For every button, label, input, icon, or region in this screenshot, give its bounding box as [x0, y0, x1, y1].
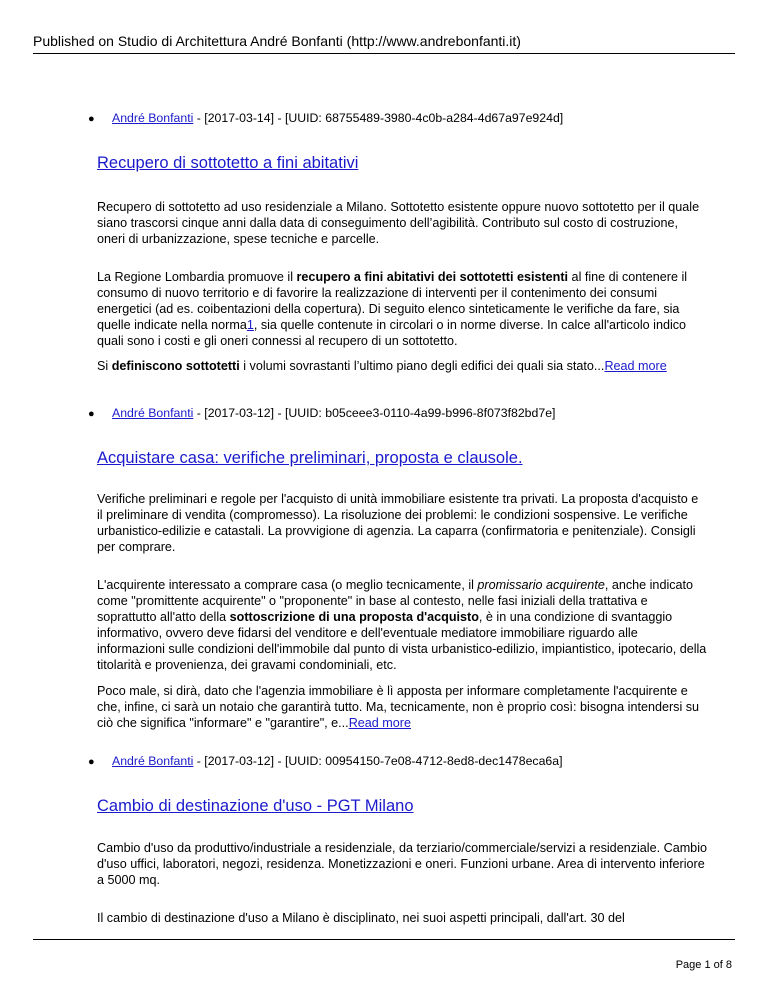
article-meta — [112, 110, 563, 126]
meta-text: - [2017-03-12] - [UUID: 00954150-7e08-4712-8ed8-dec1478eca6a] — [193, 754, 563, 768]
article-summary: Recupero di sottotetto ad uso residenziale a Milano. Sottotetto esistente oppure nuovo sottotetto per il quale siano trascorsi cinque anni dalla data di conseguimento dell’agibilità. Contributo sul costo di costruzione, oneri di urbanizzazione, spese tecniche e parcelle. — [97, 200, 700, 246]
article-paragraph — [97, 683, 707, 731]
text: La Regione Lombardia promuove il — [97, 270, 297, 284]
author-link[interactable]: André Bonfanti — [112, 754, 194, 768]
text: L'acquirente interessato a comprare casa (o meglio tecnicamente, il — [97, 578, 478, 592]
article-paragraph — [97, 269, 707, 349]
article-title-link[interactable]: Cambio di destinazione d'uso - PGT Milano — [97, 797, 414, 815]
article-title-link[interactable]: Acquistare casa: verifiche preliminari, proposta e clausole. — [97, 449, 523, 467]
text: Si — [97, 359, 112, 373]
text: i volumi sovrastanti l’ultimo piano degli edifici dei quali sia stato... — [239, 359, 605, 373]
read-more-link[interactable]: Read more — [348, 716, 411, 730]
article-paragraph: Il cambio di destinazione d'uso a Milano è disciplinato, nei suoi aspetti principali, dall'art. 30 del — [97, 911, 625, 925]
footer-divider — [33, 939, 735, 940]
bullet-icon: ● — [88, 408, 95, 420]
footnote-link[interactable]: 1 — [246, 318, 254, 332]
text: , è in una condizione di svantaggio informativo, ovvero deve fidarsi del venditore e dell'eventuale mediatore immobiliare riguardo alle informazioni sulle condizioni dell'immobile dal punto di vista urbanistico-edilizio, impiantistico, ipotecario, della titolarità e provenienza, dei gravami condominiali, etc. — [97, 610, 707, 672]
article-title-link[interactable]: Recupero di sottotetto a fini abitativi — [97, 154, 359, 172]
text: al fine di contenere il consumo di nuovo territorio e di favorire la realizzazione di interventi per il contenimento dei consumi energetici (ad es. coibentazioni della copertura). Di seguito elenco sinteticamente le verifiche da fare, sia quelle indicate nella norma — [97, 270, 688, 332]
meta-text: - [2017-03-14] - [UUID: 68755489-3980-4c0b-a284-4d67a97e924d] — [193, 111, 564, 125]
text: , anche indicato come "promittente acquirente" o "proponente" in base al contesto, nelle fasi iniziali della trattativa e soprattutto all'atto della — [97, 578, 694, 624]
meta-text: - [2017-03-12] - [UUID: b05ceee3-0110-4a99-b996-8f073f82bd7e] — [193, 406, 556, 420]
article-meta — [112, 405, 555, 421]
header-divider — [33, 53, 735, 54]
author-link[interactable]: André Bonfanti — [112, 406, 194, 420]
article-summary: Verifiche preliminari e regole per l'acquisto di unità immobiliare esistente tra privati. La proposta d'acquisto e il preliminare di vendita (compromesso). La risoluzione dei problemi: le condizioni sospensive. Le verifiche urbanistico-edilizie e catastali. La provvigione di agenzia. La caparra (confirmatoria e penitenziale). Consigli per comprare. — [97, 492, 699, 554]
article-meta — [112, 753, 563, 769]
italic-text: promissario acquirente — [477, 578, 605, 592]
text: , sia quelle contenute in circolari o in norme diverse. In calce all'articolo indico quali sono i costi e gli oneri connessi al recupero di un sottotetto. — [97, 318, 687, 348]
bold-text: definiscono sottotetti — [111, 359, 240, 373]
article-summary: Cambio d'uso da produttivo/industriale a residenziale, da terziario/commerciale/servizi a residenziale. Cambio d'uso uffici, laboratori, negozi, residenza. Monetizzazioni e oneri. Funzioni urbane. Area di intervento inferiore a 5000 mq. — [97, 841, 707, 887]
author-link[interactable]: André Bonfanti — [112, 111, 194, 125]
read-more-link[interactable]: Read more — [604, 359, 667, 373]
bold-text: recupero a fini abitativi dei sottotetti esistenti — [296, 270, 569, 284]
text: Poco male, si dirà, dato che l'agenzia immobiliare è lì apposta per informare completamente l'acquirente e che, infine, ci sarà un notaio che garantirà tutto. Ma, tecnicamente, non è proprio così: bisogna intendersi su ciò che significa "informare" e "garantire", e... — [97, 684, 700, 730]
article-paragraph — [97, 577, 707, 673]
page-number: Page 1 of 8 — [675, 959, 732, 971]
page-header: Published on Studio di Architettura André Bonfanti (http://www.andrebonfanti.it) — [33, 33, 521, 49]
bold-text: sottoscrizione di una proposta d'acquisto — [229, 610, 479, 624]
article-paragraph — [97, 358, 707, 374]
bullet-icon: ● — [88, 756, 95, 768]
bullet-icon: ● — [88, 113, 95, 125]
